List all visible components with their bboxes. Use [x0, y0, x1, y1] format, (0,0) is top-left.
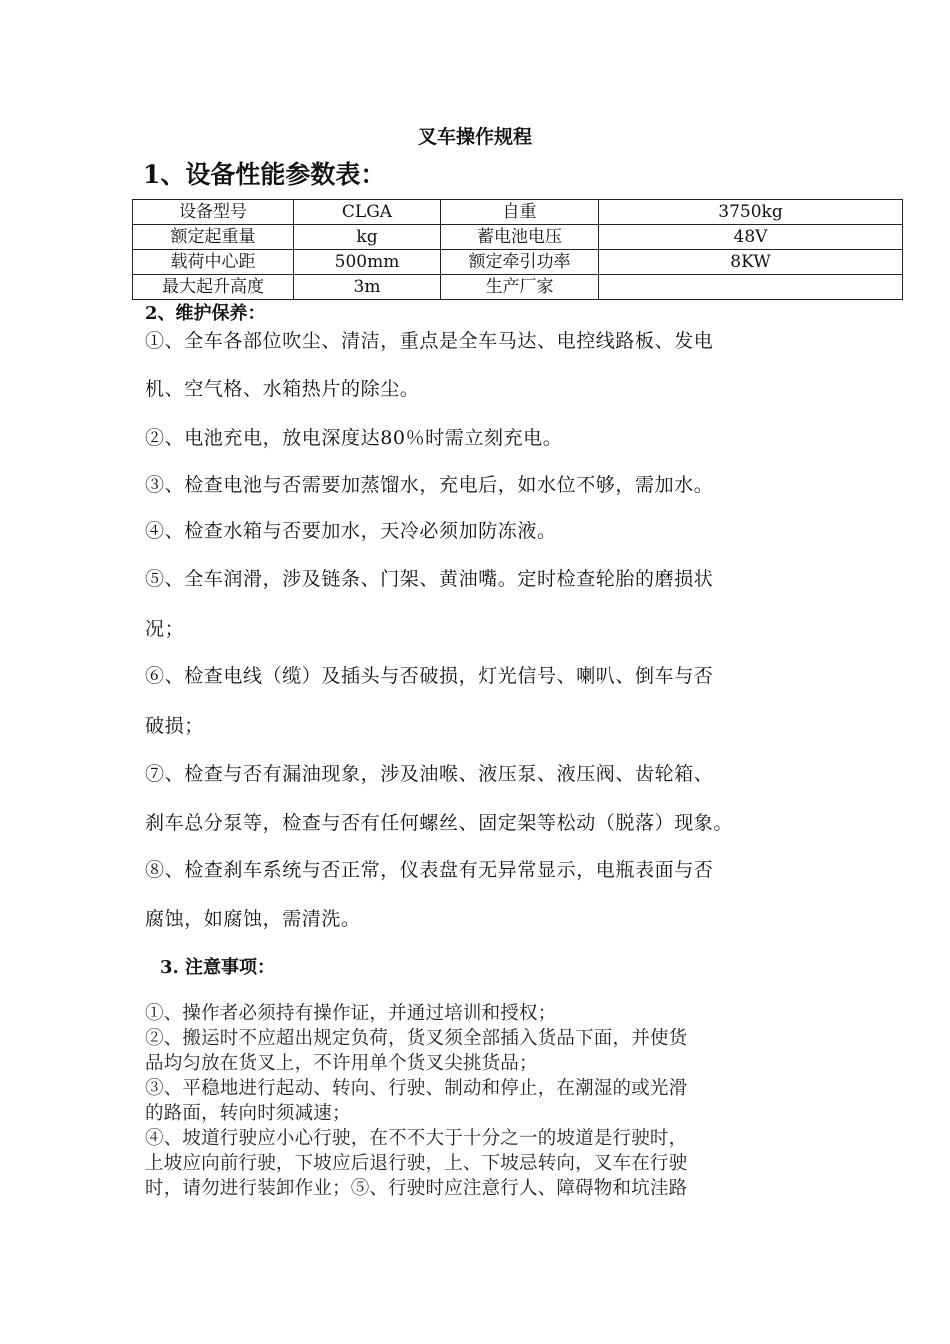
maintenance-line: ⑤、全车润滑，涉及链条、门架、黄油嘴。定时检查轮胎的磨损状 — [145, 568, 714, 590]
param-label: 自重 — [441, 200, 599, 225]
maintenance-line: ②、电池充电，放电深度达80％时需立刻充电。 — [145, 427, 563, 449]
note-line: ③、平稳地进行起动、转向、行驶、制动和停止，在潮湿的或光滑 — [145, 1078, 688, 1099]
param-label: 载荷中心距 — [133, 250, 294, 275]
param-label: 额定牵引功率 — [441, 250, 599, 275]
maintenance-line: ④、检查水箱与否要加水，天冷必须加防冻液。 — [145, 520, 557, 542]
notes-block — [145, 1001, 815, 1201]
note-line: ②、搬运时不应超出规定负荷，货叉须全部插入货品下面，并使货 — [145, 1028, 688, 1049]
maintenance-line: ⑧、检查刹车系统与否正常，仪表盘有无异常显示，电瓶表面与否 — [145, 859, 714, 881]
equipment-parameter-table — [132, 199, 903, 300]
table-row — [133, 250, 903, 275]
param-value: CLGA — [294, 200, 441, 225]
note-line: 时，请勿进行装卸作业；⑤、行驶时应注意行人、障碍物和坑洼路 — [145, 1178, 688, 1199]
note-line: 的路面，转向时须减速； — [145, 1103, 351, 1124]
maintenance-line: 况； — [145, 618, 185, 640]
section-3-heading: 3. 注意事项： — [160, 957, 276, 978]
param-label: 最大起升高度 — [133, 275, 294, 300]
param-value: 8KW — [599, 250, 903, 275]
note-line: ①、操作者必须持有操作证，并通过培训和授权； — [145, 1003, 557, 1024]
param-value: kg — [294, 225, 441, 250]
note-line: ④、坡道行驶应小心行驶，在不不大于十分之一的坡道是行驶时， — [145, 1128, 688, 1149]
table-row — [133, 225, 903, 250]
param-value — [599, 275, 903, 300]
maintenance-line: ③、检查电池与否需要加蒸馏水，充电后，如水位不够，需加水。 — [145, 474, 714, 496]
document-title: 叉车操作规程 — [417, 126, 532, 148]
table-row — [133, 275, 903, 300]
maintenance-line: 机、空气格、水箱热片的除尘。 — [145, 378, 420, 400]
note-line: 上坡应向前行驶，下坡应后退行驶，上、下坡忌转向，叉车在行驶 — [145, 1153, 688, 1174]
maintenance-line: ①、全车各部位吹尘、清洁，重点是全车马达、电控线路板、发电 — [145, 330, 714, 352]
maintenance-line: 破损； — [145, 715, 204, 737]
maintenance-line: ⑥、检查电线（缆）及插头与否破损，灯光信号、喇叭、倒车与否 — [145, 665, 714, 687]
note-line: 品均匀放在货叉上，不许用单个货叉尖挑货品； — [145, 1053, 538, 1074]
param-label: 额定起重量 — [133, 225, 294, 250]
param-value: 500mm — [294, 250, 441, 275]
param-label: 生产厂家 — [441, 275, 599, 300]
param-value: 3m — [294, 275, 441, 300]
param-label: 蓄电池电压 — [441, 225, 599, 250]
section-2-heading: 2、维护保养： — [145, 303, 266, 324]
maintenance-line: 刹车总分泵等，检查与否有任何螺丝、固定架等松动（脱落）现象。 — [145, 812, 734, 834]
table-row — [133, 200, 903, 225]
section-1-heading: 1、设备性能参数表： — [143, 160, 386, 189]
param-value: 48V — [599, 225, 903, 250]
maintenance-line: 腐蚀，如腐蚀，需清洗。 — [145, 908, 361, 930]
param-value: 3750kg — [599, 200, 903, 225]
param-label: 设备型号 — [133, 200, 294, 225]
maintenance-line: ⑦、检查与否有漏油现象，涉及油喉、液压泵、液压阀、齿轮箱、 — [145, 763, 714, 785]
